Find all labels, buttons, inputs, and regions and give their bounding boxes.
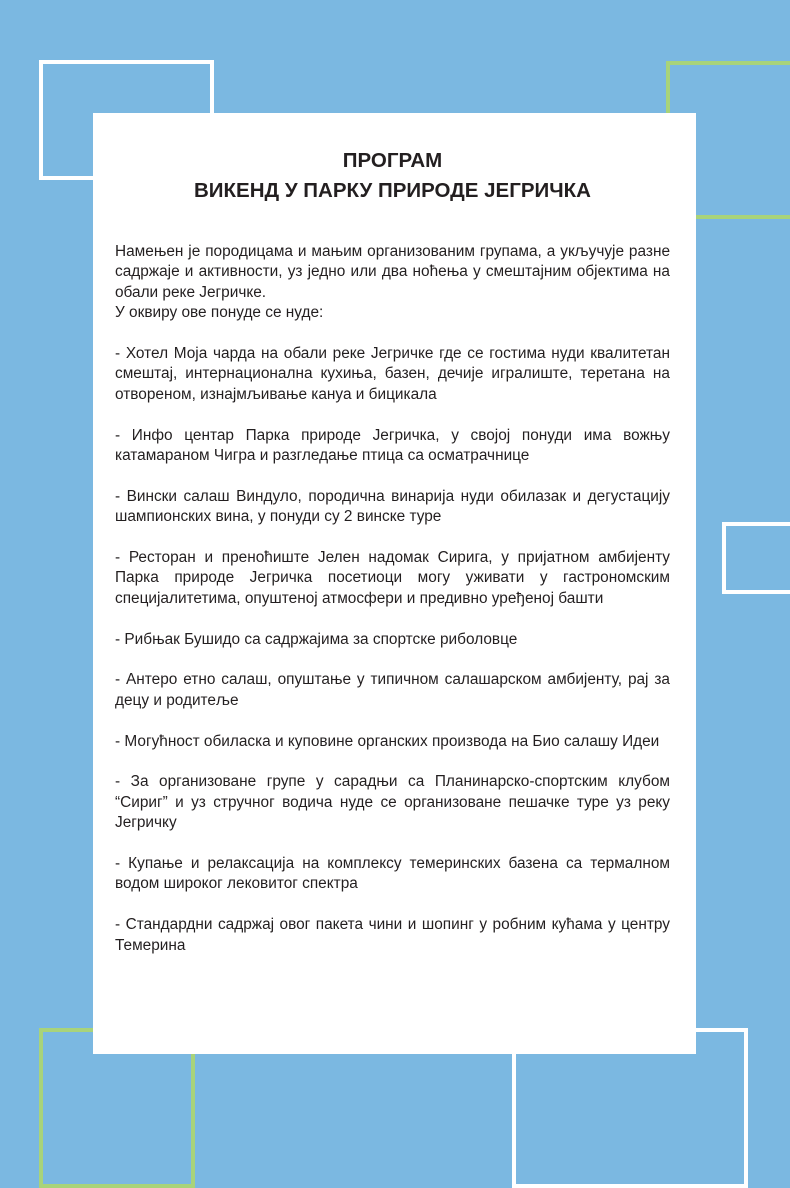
title-line-2: ВИКЕНД У ПАРКУ ПРИРОДЕ ЈЕГРИЧКА (194, 179, 591, 202)
list-item: - Купање и релаксација на комплексу темеринских базена са термалном водом широког лековитог спектра (115, 855, 670, 893)
offer-lead: У оквиру ове понуде се нуде: (115, 304, 324, 322)
decorative-frame-white-right (722, 522, 790, 594)
list-item: - Антеро етно салаш, опуштање у типичном салашарском амбијенту, рај за децу и родитеље (115, 671, 670, 709)
list-item: - Инфо центар Парка природе Јегричка, у својој понуди има вожњу катамараном Чигра и разгледање птица са осматрачнице (115, 426, 670, 465)
list-item: - Стандардни садржај овог пакета чини и шопинг у робним кућама у центру Темерина (115, 916, 670, 954)
list-item: - Хотел Моја чарда на обали реке Јегричке где се гостима нуди квалитетан смештај, интернационална кухиња, базен, дечије игралиште, теретана на отвореном, изнајмљивање кануа и бицикала (115, 345, 670, 403)
page-title (115, 146, 670, 206)
program-content (115, 242, 670, 956)
list-item: - Ресторан и преноћиште Јелен надомак Сирига, у пријатном амбијенту Парка природе Јегричка посетиоци могу уживати у гастрономским специјалитетима, опуштеној атмосфери и предивно уређеној башти (115, 549, 670, 607)
list-item: - Вински салаш Виндуло, породична винарија нуди обилазак и дегустацију шампионских вина, у понуди су 2 винске туре (115, 487, 670, 526)
list-item: - Рибњак Бушидо са садржајима за спортске риболовце (115, 630, 518, 648)
intro-paragraph: Намењен је породицама и мањим организованим групама, а укључује разне садржаје и активности, уз једно или два ноћења у смештајним објектима на обали реке Јегричке. (115, 243, 670, 301)
title-line-1: ПРОГРАМ (342, 149, 443, 172)
program-card (93, 113, 696, 1054)
list-item: - Могућност обиласка и куповине органских производа на Био салашу Идеи (115, 732, 660, 750)
list-item: - За организоване групе у сарадњи са Планинарско-спортским клубом “Сириг” и уз стручног водича нуде се организоване пешачке туре уз реку Јегричку (115, 773, 670, 832)
